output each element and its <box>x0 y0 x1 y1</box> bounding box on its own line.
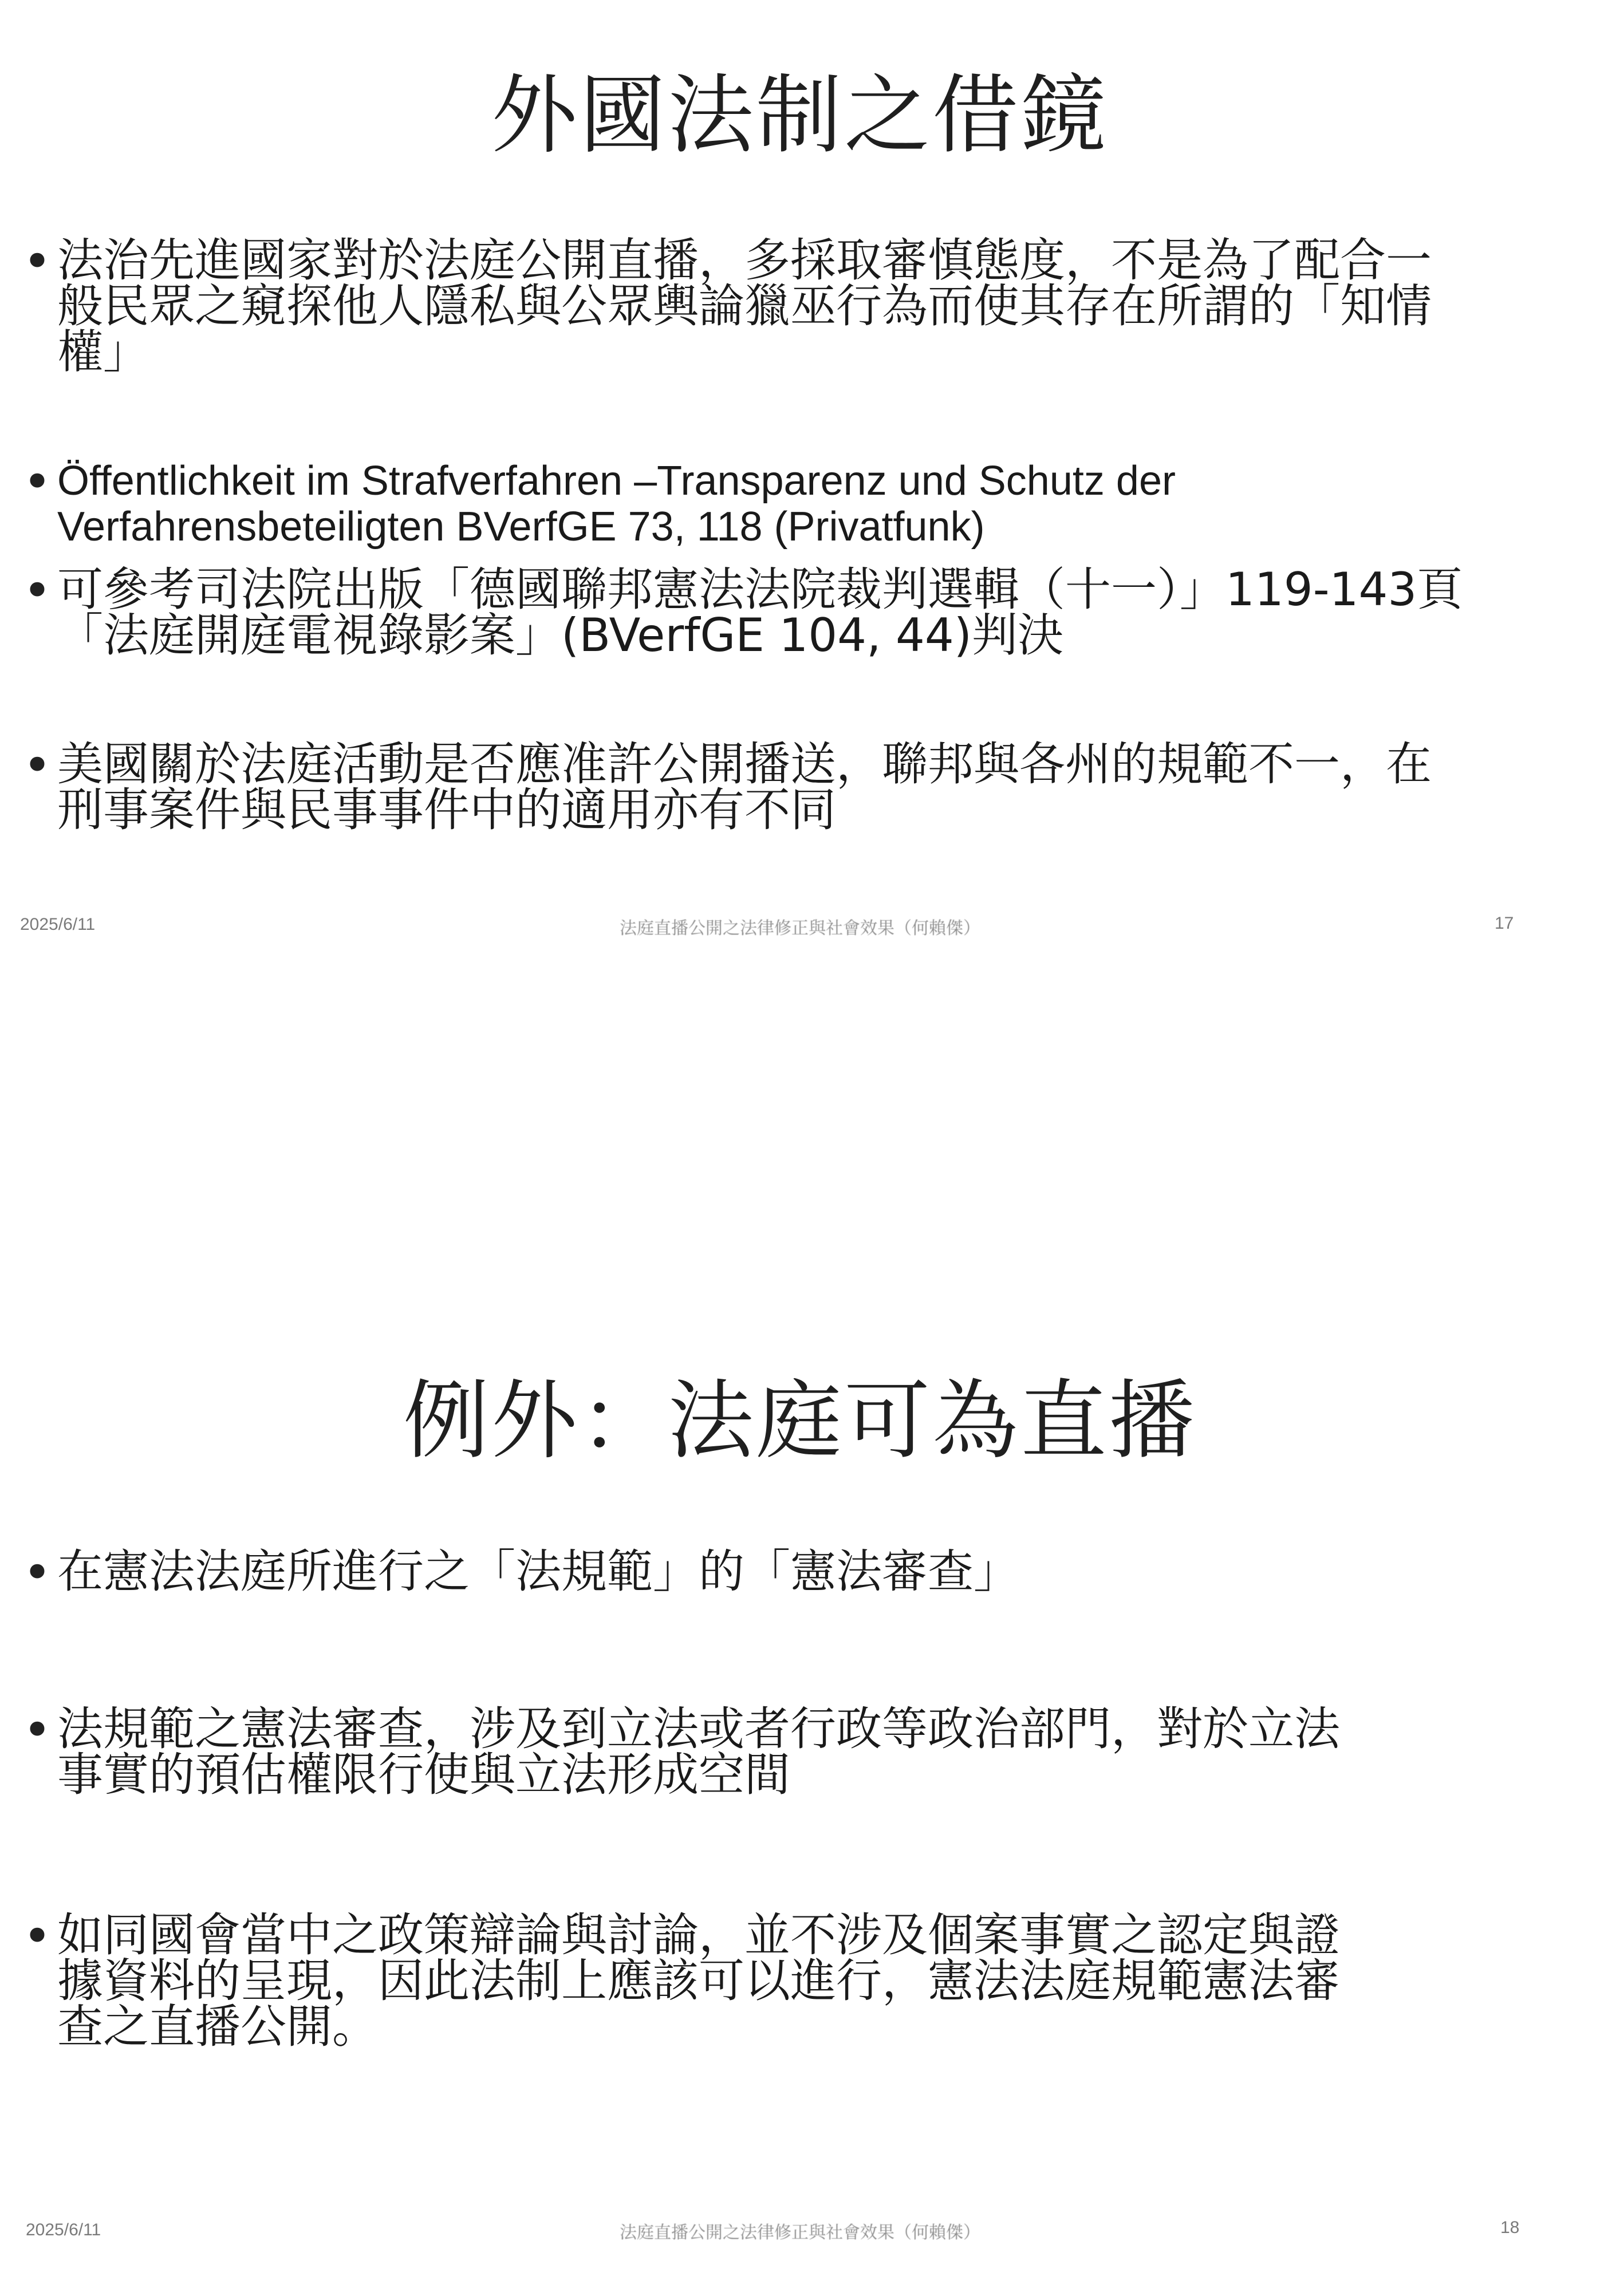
bullet-item <box>17 1908 1506 2053</box>
bullet-text: 法治先進國家對於法庭公開直播，多採取審慎態度，不是為了配合一 般民眾之窺探他人隱私與公眾輿論獵巫行為而使其存在所謂的「知情 權」 <box>57 234 1432 378</box>
bullet-item <box>17 233 1506 378</box>
slide-18 <box>0 1294 1600 2296</box>
bullet-item <box>17 453 1506 550</box>
bullet-icon: • <box>22 1544 52 1601</box>
bullet-text: 法規範之憲法審查，涉及到立法或者行政等政治部門，對於立法 事實的預估權限行使與立法形成空間 <box>57 1702 1340 1801</box>
bullet-icon: • <box>22 233 52 290</box>
bullet-text: 在憲法法庭所進行之「法規範」的「憲法審查」 <box>57 1545 1019 1598</box>
slide-title: 例外：法庭可為直播 <box>403 1371 1197 1471</box>
bullet-text: 如同國會當中之政策辯論與討論，並不涉及個案事實之認定與證 據資料的呈現，因此法制上應該可以進行，憲法法庭規範憲法審 查之直播公開。 <box>57 1908 1340 2053</box>
page-number: 18 <box>1500 2218 1520 2237</box>
bullet-text: Öffentlichkeit im Strafverfahren –Transparenz und Schutz der Verfahrensbeteiligten BVerfGE 73, 118 (Privatfunk) <box>57 458 1176 550</box>
slide-17 <box>0 0 1600 973</box>
bullet-text: 可參考司法院出版「德國聯邦憲法法院裁判選輯（十一）」119-143頁 「法庭開庭電視錄影案」(BVerfGE 104, 44)判決 <box>57 563 1463 662</box>
bullet-icon: • <box>22 1908 52 1965</box>
bullet-text: 美國關於法庭活動是否應准許公開播送，聯邦與各州的規範不一，在 刑事案件與民事事件中的適用亦有不同 <box>57 737 1432 837</box>
footer-date: 2025/6/11 <box>20 915 96 934</box>
bullet-item <box>17 1702 1506 1801</box>
bullet-icon: • <box>22 737 52 794</box>
footer-title: 法庭直播公開之法律修正與社會效果（何賴傑） <box>620 919 980 938</box>
page-number: 17 <box>1495 914 1514 933</box>
bullet-item <box>17 1544 1506 1601</box>
bullet-item <box>17 562 1506 662</box>
bullet-item <box>17 737 1506 837</box>
footer-date: 2025/6/11 <box>26 2220 101 2239</box>
slide-title: 外國法制之借鏡 <box>491 66 1109 165</box>
bullet-icon: • <box>22 562 52 620</box>
bullet-icon: • <box>22 1702 52 1759</box>
footer-title: 法庭直播公開之法律修正與社會效果（何賴傑） <box>620 2223 980 2242</box>
bullet-icon: • <box>22 453 52 511</box>
